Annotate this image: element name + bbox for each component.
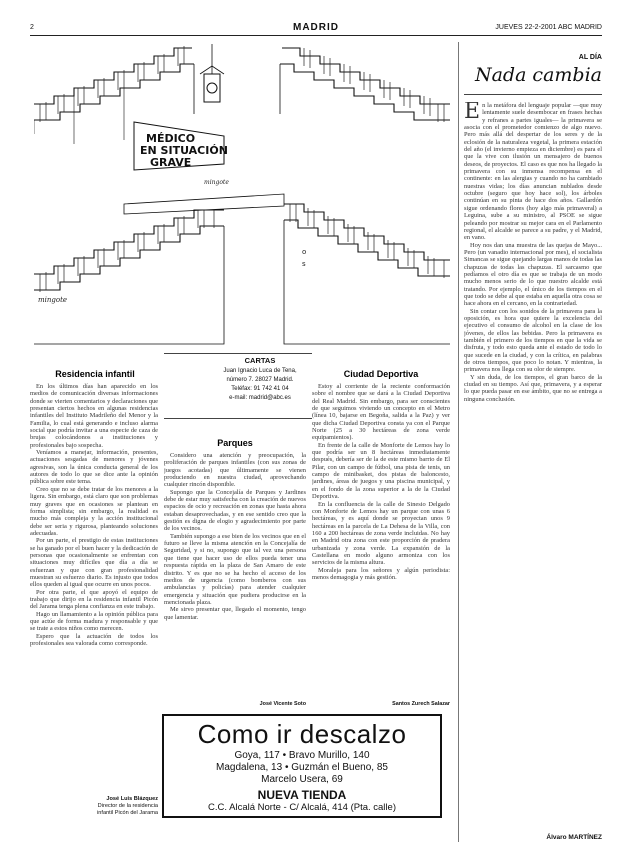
parques-body [164,452,306,700]
cartas-rule-bottom [164,418,312,419]
opinion-title-rule [464,94,602,95]
opinion-kicker: AL DÍA [578,54,602,61]
sign-line-3: GRAVE [150,156,192,169]
advert-box [162,714,442,818]
advert-address-2: Magdalena, 13 • Guzmán el Bueno, 85 [216,762,388,773]
advert-address-3: Marcelo Usera, 69 [261,774,343,785]
residencia-paragraph: Hago un llamamiento a la opinión pública para que actúe de forma madura y responsable y que se trate a estos niños como merecen. [30,610,158,633]
parques-paragraph: Supongo que la Concejalía de Parques y Jardines debe de estar muy satisfecha con la creación de nuevos espacios de ocio y recreación en zonas que hasta ahora estaban desaprovechadas, y en ese sentido creo que la gestión es digna de elogio y agradecimiento por parte de los vecinos. [164,488,306,533]
parques-paragraph: También supongo a ese bien de los vecinos que en el futuro se lleve la misma atención en la Concejalía de Seguridad, y si no, supongo que tal vez una persona que tiene que hacer uso de ellos pueda tener una respuesta rápida en la plaza de San Amaro de este distrito. Y es que no se ha hecho el acceso de los medios de urgencia (como bomberos con sus ambulancias y policías) para atender cualquier emergencia y situación que pudiera producirse en la mencionada plaza. [164,532,306,606]
svg-text:s: s [302,260,306,268]
opinion-paragraph: n la metáfora del lenguaje popular —que muy lentamente suele desembocar en frases hechas y refranes a partes iguales— la primavera se asocia con el prometedor comienzo de algo nuevo. Pero más allá del despertar de los seres y de la eclosión de la naturaleza vegetal, la primera estación del año (el invierno empieza en diciembre) es para el que la vive con ilusión un mensajero de buenos deseos, de proyectos. El caso es que nos ha llegado la primavera con su inmensa recompensa en el continente: en las alergias y cuando no ha cambiado nuestras vidas; los días anuncian nublados desde octubre (seguro que hoy hace sol), los árboles continúan en su pinta de hace dos años. Gallardón sigue ordenando flores (hoy algo más primaveral) a Leguina, sube a su ministro, al PSOE se sigue peleando por mostrar su mejor cara en el Parlamento regional, el alcalde se parece a su padre, y el Madrid, en vano. [464,102,602,242]
opinion-body [464,102,602,832]
opinion-paragraph: Y sin duda, de los tiempos, el gran barco de la ciudad en su tiempo. Así que, primavera, y a esperar lo que pueda pasar en ese ámbito, que no se entrega a ninguna conclusión. [464,373,602,403]
cartas-box [205,356,315,416]
opinion-signature: Álvaro MARTÍNEZ [546,834,602,841]
section-title: MADRID [293,22,339,33]
opinion-paragraph: Sin contar con los sonidos de la primavera para la oposición, es hora que quiere la excelencia del ejecutivo el consumo de alcohol en la clase de los jóvenes, de ellos las bebidas. Pero la primavera es también el primero de los tiempos en que la vida se disfruta, y todo esto queda ante el estado de todo lo que sucede en la ciudad, y con la crítica, en palabras de otros tiempos, que poco lo notan. Y mientras, la primavera nos llega con su olor de siempre. [464,307,602,374]
cartas-phone: Teléfax: 91 742 41 04 [231,386,289,392]
page-header [30,22,602,36]
opinion-paragraph: Hoy nos dan una muestra de las quejas de Mayo... Pero (un vanadio internacional por mes), el socialista Simancas se sigue quejando largas manos de todas las chapuzas de todas las chapuzas. El sarcasmo que pedíamos el otro día es que se trabaja de un modo mucho menos serio de lo que nuestro alcalde está tratando. Por ejemplo, el único de los tiempos en el que todo se debe al que estaba en aquella otra cosa se hace ahora en el cercano, en la contrariedad. [464,241,602,308]
cartas-email: e-mail: madrid@abc.es [229,395,291,401]
ciudad-signature: Santos Zurech Salazar [392,701,450,707]
residencia-signature: José Luis Blázquez [106,796,158,802]
ciudad-body [312,383,450,701]
ciudad-paragraph: Estoy al corriente de la reciente conformación sobre el nombre que se dará a la Ciudad Deportiva del Real Madrid. Sin embargo, para ser conscientes de que seguimos viviendo un concepto en el Metro (línea 10, bajarse en Begoña, salida a la Paz) y ver que dicha Ciudad Deportiva consta ya con el Parque Norte (25 a 30 hectáreas de zona verde equipamientos). [312,383,450,442]
page-number: 2 [30,24,34,31]
residencia-paragraph: Espero que la actuación de todos los profesionales sea valorada como corresponde. [30,632,158,648]
cartoon-illustration [34,44,450,356]
parques-paragraph: Considero una atención y preocupación, la proliferación de parques infantiles (con sus zonas de juegos acotadas) que últimamente se vienen produciendo en nuestra ciudad, aprovechando cualquier rincón disponible. [164,452,306,489]
sign-line-2: EN SITUACIÓN [140,144,228,157]
cartoon-artist: mingote [38,296,68,304]
advert-new-store: NUEVA TIENDA [257,788,347,802]
residencia-role-2: infantil Picón del Jarama [97,810,158,816]
parques-paragraph: Me sirvo presentar que, llegado el momento, tengo que lamentar. [164,606,306,621]
advert-new-address: C.C. Alcalá Norte - C/ Alcalá, 414 (Pta. calle) [208,802,396,813]
residencia-paragraph: Por un parte, el prestigio de estas instituciones se ha ganado por el buen hacer y la dedicación de personas que ocasionalmente se enfrentan con situaciones muy difíciles que día a día se esfuerzan y que con gran profesionalidad muestran su esfuerzo diario. Es injusto que todos ellos queden al igual que ocurre en unos pocos. [30,537,158,589]
ciudad-paragraph: Moraleja para los señores y algún periodista: menos demagogia y más gestión. [312,566,450,581]
parques-title: Parques [217,438,253,448]
column-divider [458,42,459,842]
date-line: JUEVES 22-2-2001 ABC MADRID [495,24,602,31]
cartas-address-1: Juan Ignacio Luca de Tena, [223,368,297,374]
svg-text:o: o [302,248,307,256]
opinion-title: Nada cambia [474,64,602,86]
advert-address-1: Goya, 117 • Bravo Murillo, 140 [234,750,370,761]
cartas-title: CARTAS [244,356,276,365]
residencia-body [30,383,158,793]
opinion-drop-cap: E [464,102,481,124]
residencia-paragraph: En los últimos días han aparecido en los medios de comunicación diversas informaciones donde se vierten comentarios y declaraciones que presentan ciertos hechos en algunas residencias infantiles del Instituto Madrileño del Menor y la Familia, lo cual está generando e incluso alarma social que podría invitar a una especie de caza de brujas colocándonos a instituciones y profesionales bajo sospecha. [30,383,158,449]
cartoon-sign [140,132,228,169]
ciudad-paragraph: En frente de la calle de Monforte de Lemos hay lo que podría ser un 8 hectáreas inmediatamente después, debería ser de la de este mismo barrio de El Pilar, con un campo de fútbol, una pista de tenis, un campo de minibasket, dos pistas de baloncesto, jardines, áreas de juegos y una piscina municipal, y en el fondo de la zona superior a la de la Ciudad Deportiva. [312,441,450,501]
parques-signature: José Vicente Soto [259,701,306,707]
ciudad-paragraph: En la confluencia de la calle de Sinesio Delgado con Monforte de Lemos hay un parque con unas 6 hectáreas, y es aquí donde se proyectan unos 9 hectáreas en la parcela de La Dehesa de la Villa, con 160 a 200 hectáreas de zona verde incluidas. No hay en Madrid otra zona con este proporción de pradera urbanizada y zona verde. La expansión de la Castellana en modo alguno armoniza con los servicios de la misma altura. [312,500,450,567]
residencia-role-1: Director de la residencia [97,803,158,809]
residencia-paragraph: Creo que no se debe tratar de los menores a la ligera. Sin embargo, está claro que son problemas muy graves que en ocasiones se plantean en forma simplista; sin embargo, la realidad es mucho más compleja y la acción institucional debe ser seria y rigurosa, planteando soluciones adecuadas. [30,485,158,537]
sign-line-1: MÉDICO [146,132,196,145]
ciudad-title: Ciudad Deportiva [343,369,419,379]
sign-signature: mingote [204,179,229,186]
residencia-paragraph: Veníamos a manejar, información, presentes, actuaciones sesgadas de menores y jóvenes agresivas, son la única conducta general de los autores de todo lo que se dice ante la opinión pública sobre este tema. [30,449,158,486]
residencia-signature-block [30,796,158,817]
residencia-title: Residencia infantil [55,369,135,379]
cartas-address-2: número 7. 28027 Madrid. [226,377,294,383]
cartas-rule-top [164,353,312,354]
advert-title: Como ir descalzo [197,719,407,749]
residencia-paragraph: Por otra parte, el que apoyó el equipo de trabajo que dirijo en la residencia infantil Picón del Jarama tenga plena confianza en este trabajo. [30,588,158,611]
